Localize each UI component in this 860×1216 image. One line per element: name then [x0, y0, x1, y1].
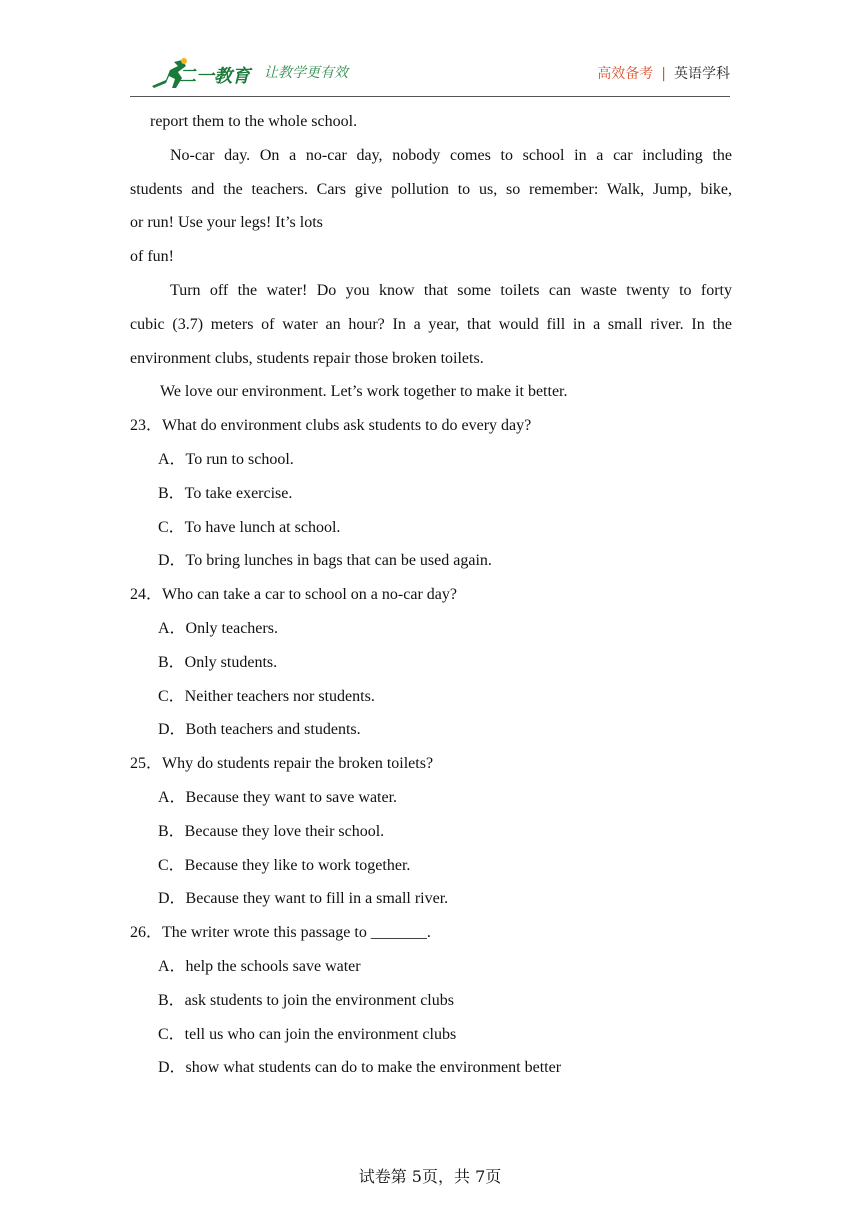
- header-divider: [130, 96, 730, 97]
- question-option: C．Because they like to work together.: [158, 856, 411, 874]
- page-footer: 试卷第 5页，共 7页: [358, 1167, 502, 1186]
- passage-line: students and the teachers. Cars give pollution to us, so remember: Walk, Jump, bike,: [130, 180, 732, 198]
- question-option: D．To bring lunches in bags that can be used again.: [158, 552, 492, 570]
- question-option: A．Only teachers.: [158, 619, 278, 637]
- passage-line: Turn off the water! Do you know that some toilets can waste twenty to forty: [170, 281, 732, 299]
- question-option: B．Only students.: [158, 653, 278, 671]
- question-option: D．Because they want to fill in a small river.: [158, 890, 449, 908]
- question-option: C．Neither teachers nor students.: [158, 687, 375, 705]
- question-option: B．Because they love their school.: [158, 822, 385, 840]
- question-option: C．tell us who can join the environment clubs: [158, 1025, 457, 1043]
- page-header: [130, 52, 730, 96]
- brand-name: 二一教育: [178, 66, 250, 87]
- question-option: B．To take exercise.: [158, 484, 293, 502]
- passage-line: report them to the whole school.: [150, 113, 358, 130]
- question-option: D．Both teachers and students.: [158, 721, 361, 739]
- passage-line: We love our environment. Let’s work together to make it better.: [160, 383, 568, 401]
- question-stem: 26．The writer wrote this passage to _______.: [130, 924, 431, 942]
- question-option: A．Because they want to save water.: [158, 788, 398, 806]
- question-option: A．help the schools save water: [158, 957, 361, 975]
- tag-separator: |: [661, 66, 666, 82]
- passage-line: or run! Use your legs! It’s lots: [130, 214, 323, 232]
- tag-subject: 英语学科: [674, 66, 730, 82]
- passage-line: of fun!: [130, 248, 174, 266]
- passage-line: cubic (3.7) meters of water an hour? In a year, that would fill in a small river. In the: [130, 315, 732, 333]
- question-option: C．To have lunch at school.: [158, 518, 341, 536]
- question-stem: 24．Who can take a car to school on a no-car day?: [130, 586, 457, 604]
- brand-slogan: 让教学更有效: [264, 65, 348, 81]
- subject-tag: [597, 63, 730, 83]
- question-option: A．To run to school.: [158, 450, 294, 468]
- tag-exam-prep: 高效备考: [597, 66, 654, 82]
- passage-line: environment clubs, students repair those broken toilets.: [130, 349, 484, 367]
- question-option: D．show what students can do to make the environment better: [158, 1059, 562, 1077]
- page-content: [130, 105, 732, 1085]
- passage-line: No-car day. On a no-car day, nobody comes to school in a car including the: [170, 146, 732, 164]
- question-stem: 23．What do environment clubs ask students to do every day?: [130, 417, 532, 435]
- question-stem: 25．Why do students repair the broken toilets?: [130, 755, 434, 773]
- question-option: B．ask students to join the environment clubs: [158, 991, 454, 1009]
